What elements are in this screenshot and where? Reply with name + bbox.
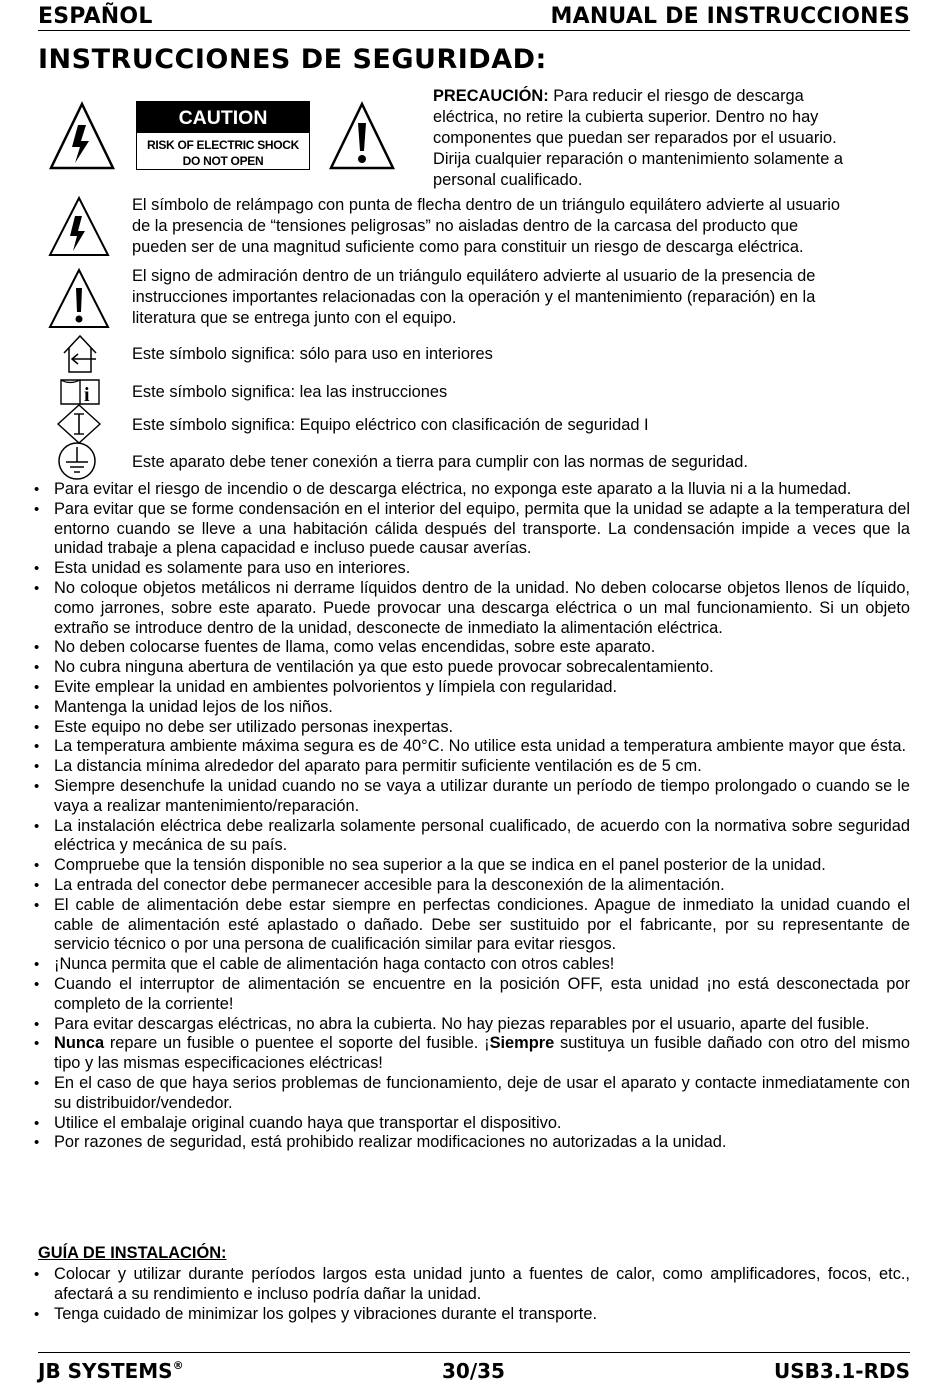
safety-list: [30, 480, 910, 1153]
svg-text:i: i: [84, 384, 90, 406]
caution-label: [136, 101, 310, 170]
list-item: • Evite emplear la unidad en ambientes polvorientos y límpiela con regularidad.: [30, 678, 910, 698]
fuse-always-emphasis: Siempre: [489, 1034, 555, 1053]
precaution-line: personal cualificado.: [433, 171, 583, 189]
class-1-equipment-icon: [56, 403, 102, 445]
indoor-use-description: Este símbolo significa: sólo para uso en interiores: [132, 345, 493, 363]
lightning-line: pueden ser de una magnitud suficiente como para constituir un riesgo de descarga eléctrica.: [132, 238, 804, 256]
footer-brand: [38, 1359, 184, 1383]
list-item: • No deben colocarse fuentes de llama, como velas encendidas, sobre este aparato.: [30, 638, 910, 658]
header-doc-type: MANUAL DE INSTRUCCIONES: [550, 4, 910, 29]
page-number: 30/35: [442, 1359, 505, 1383]
list-item: • Siempre desenchufe la unidad cuando no se vaya a utilizar durante un período de tiempo prolongado o cuando se le vaya a realizar mantenimiento/reparación.: [30, 777, 910, 817]
fuse-never-emphasis: Nunca: [54, 1034, 105, 1053]
ground-description: Este aparato debe tener conexión a tierra para cumplir con las normas de seguridad.: [132, 453, 748, 471]
install-guide-title: GUÍA DE INSTALACIÓN:: [38, 1244, 227, 1262]
list-item: • No cubra ninguna abertura de ventilación ya que esto puede provocar sobrecalentamiento.: [30, 658, 910, 678]
list-item: • Compruebe que la tensión disponible no sea superior a la que se indica en el panel posterior de la unidad.: [30, 856, 910, 876]
list-item: • ¡Nunca permita que el cable de alimentación haga contacto con otros cables!: [30, 955, 910, 975]
list-item: • En el caso de que haya serios problemas de funcionamiento, deje de usar el aparato y contacte inmediatamente con su distribuidor/vendedor.: [30, 1074, 910, 1114]
ground-icon: [56, 440, 98, 482]
caution-title: CAUTION: [137, 102, 309, 133]
exclamation-line: instrucciones importantes relacionadas con la operación y el mantenimiento (reparación) en la: [132, 288, 816, 306]
registered-mark: ®: [172, 1359, 184, 1372]
page-footer: [38, 1352, 910, 1387]
lightning-triangle-icon: [48, 196, 110, 258]
precaution-line: componentes que puedan ser reparados por el usuario.: [433, 129, 837, 147]
list-item: • Por razones de seguridad, está prohibido realizar modificaciones no autorizadas a la unidad.: [30, 1133, 910, 1153]
list-item: [30, 1034, 910, 1074]
list-item: • Para evitar que se forme condensación en el interior del equipo, permita que la unidad se adapte a la temperatura del entorno cuando se lleve a una habitación cálida después del transporte. La condensación impide a veces que la unidad trabaje a plena capacidad e incluso puede causar averías.: [30, 500, 910, 559]
list-item: • Colocar y utilizar durante períodos largos esta unidad junto a fuentes de calor, como amplificadores, focos, etc., afectará a su rendimiento e incluso podría dañar la unidad.: [30, 1265, 910, 1305]
list-item: • La distancia mínima alrededor del aparato para permitir suficiente ventilación es de 5 cm.: [30, 757, 910, 777]
list-item: • No coloque objetos metálicos ni derrame líquidos dentro de la unidad. No deben colocarse objetos llenos de líquido, como jarrones, sobre este aparato. Puede provocar una descarga eléctrica o un mal funcionamiento. Si un objeto extraño se introduce dentro de la unidad, desconecte de inmediato la alimentación eléctrica.: [30, 579, 910, 638]
list-item: • Tenga cuidado de minimizar los golpes y vibraciones durante el transporte.: [30, 1305, 910, 1325]
install-list: [30, 1265, 910, 1324]
header-language: ESPAÑOL: [38, 4, 153, 29]
page-header: [38, 2, 910, 31]
read-instructions-description: Este símbolo significa: lea las instrucciones: [132, 383, 448, 401]
precaution-text: [433, 86, 913, 191]
footer-model: USB3.1-RDS: [773, 1359, 910, 1383]
caution-line-1: RISK OF ELECTRIC SHOCK: [146, 138, 300, 152]
list-item: • Para evitar descargas eléctricas, no abra la cubierta. No hay piezas reparables por el usuario, aparte del fusible.: [30, 1015, 910, 1035]
list-item: • La instalación eléctrica debe realizarla solamente personal cualificado, de acuerdo con la normativa sobre seguridad eléctrica y mecánica de su país.: [30, 817, 910, 857]
precaution-line: Para reducir el riesgo de descarga: [548, 87, 804, 105]
lightning-triangle-icon: [48, 101, 116, 171]
list-item: • Mantenga la unidad lejos de los niños.: [30, 698, 910, 718]
list-item: • El cable de alimentación debe estar siempre en perfectas condiciones. Apague de inmediato la unidad cuando el cable de alimentación esté aplastado o dañado. Debe ser sustituido por el fabricante, por su representante de servicio técnico o por una persona de cualificación similar para evitar riesgos.: [30, 896, 910, 955]
list-item: • Cuando el interruptor de alimentación se encuentre en la posición OFF, esta unidad ¡no está desconectada por completo de la corriente!: [30, 975, 910, 1015]
exclamation-line: El signo de admiración dentro de un triángulo equilátero advierte al usuario de la presencia de: [132, 267, 816, 285]
class-1-description: Este símbolo significa: Equipo eléctrico con clasificación de seguridad I: [132, 416, 649, 434]
section-title: INSTRUCCIONES DE SEGURIDAD:: [38, 44, 547, 75]
precaution-label: PRECAUCIÓN:: [433, 87, 549, 105]
indoor-use-icon: [60, 333, 100, 375]
lightning-line: El símbolo de relámpago con punta de flecha dentro de un triángulo equilátero advierte al usuario: [132, 196, 840, 214]
fuse-text: repare un fusible o puentee el soporte del fusible. ¡: [104, 1034, 490, 1053]
list-item: • Para evitar el riesgo de incendio o de descarga eléctrica, no exponga este aparato a la lluvia ni a la humedad.: [30, 480, 910, 500]
list-item: • Este equipo no debe ser utilizado personas inexpertas.: [30, 718, 910, 738]
precaution-line: Dirija cualquier reparación o mantenimiento solamente a: [433, 150, 843, 168]
fuse-text: sustituya un fusible dañado con otro del mismo tipo y las mismas especificaciones eléctricas!: [54, 1034, 910, 1073]
exclamation-triangle-icon: [328, 101, 396, 171]
list-item: • La entrada del conector debe permanecer accesible para la desconexión de la alimentación.: [30, 876, 910, 896]
lightning-description: [132, 195, 922, 258]
exclamation-triangle-icon: [48, 268, 110, 330]
brand-name: JB SYSTEMS: [38, 1359, 173, 1383]
lightning-line: de la presencia de “tensiones peligrosas” no aisladas dentro de la carcasa del producto que: [132, 217, 799, 235]
exclamation-description: [132, 266, 922, 329]
list-item: • Esta unidad es solamente para uso en interiores.: [30, 559, 910, 579]
caution-line-2: DO NOT OPEN: [182, 154, 264, 168]
precaution-line: eléctrica, no retire la cubierta superior. Dentro no hay: [433, 108, 819, 126]
list-item: • La temperatura ambiente máxima segura es de 40°C. No utilice esta unidad a temperatura ambiente mayor que ésta.: [30, 737, 910, 757]
list-item: • Utilice el embalaje original cuando haya que transportar el dispositivo.: [30, 1114, 910, 1134]
exclamation-line: literatura que se entrega junto con el equipo.: [132, 309, 457, 327]
